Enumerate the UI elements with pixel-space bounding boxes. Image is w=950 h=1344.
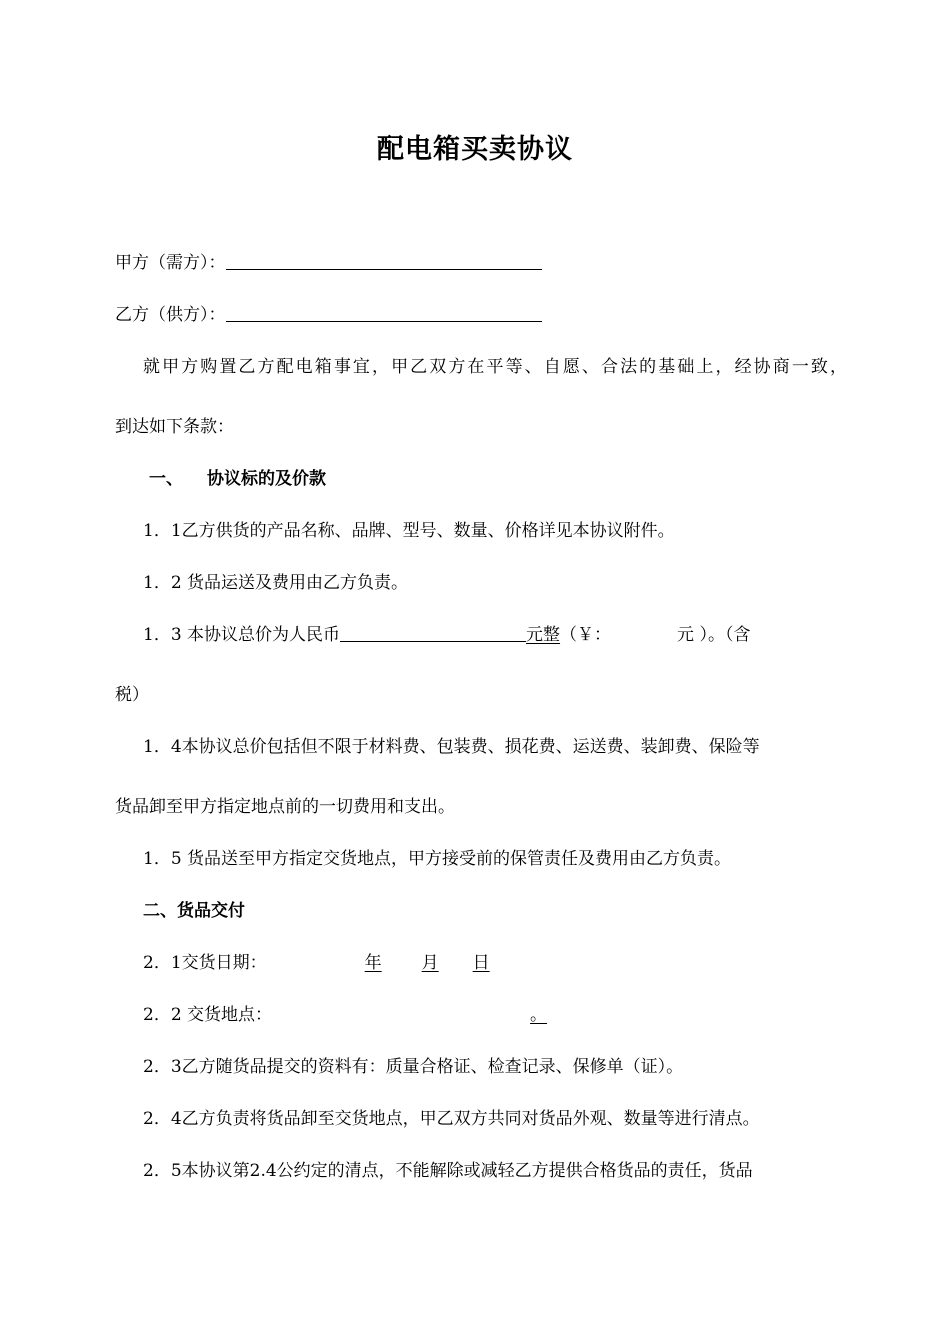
party-a-blank[interactable] bbox=[226, 251, 542, 270]
delivery-date-blank[interactable] bbox=[289, 953, 510, 973]
intro-paragraph-line1: 就甲方购置乙方配电箱事宜，甲乙双方在平等、自愿、合法的基础上，经协商一致， bbox=[143, 357, 847, 377]
clause-1-3-paren: （￥： bbox=[560, 625, 612, 645]
party-b-label: 乙方（供方）： bbox=[115, 305, 226, 325]
clause-1-3 bbox=[143, 623, 835, 647]
clause-2-3: 2．3乙方随货品提交的资料有：质量合格证、检查记录、保修单（证）。 bbox=[143, 1057, 684, 1077]
clause-1-3-unit: 元整 bbox=[526, 625, 561, 645]
clause-1-3-yuan: 元 ）。（含 bbox=[677, 625, 751, 645]
clause-1-3-prefix: 1．3 本协议总价为人民币 bbox=[143, 625, 341, 645]
clause-1-2: 1．2 货品运送及费用由乙方负责。 bbox=[143, 573, 409, 593]
delivery-place-blank[interactable] bbox=[272, 1005, 547, 1025]
intro-paragraph-line2: 到达如下条款： bbox=[115, 417, 234, 437]
delivery-place-label: 2．2 交货地点： bbox=[143, 1005, 273, 1025]
date-day-label: 日 bbox=[472, 953, 490, 973]
price-amount-blank[interactable] bbox=[340, 623, 526, 642]
party-a-line bbox=[115, 251, 542, 275]
section2-heading: 二、货品交付 bbox=[143, 901, 245, 921]
delivery-place-end: 。 bbox=[530, 1005, 548, 1025]
party-b-blank[interactable] bbox=[226, 303, 542, 322]
delivery-date-label: 2．1交货日期： bbox=[143, 953, 267, 973]
clause-2-5: 2．5本协议第2.4公约定的清点，不能解除或减轻乙方提供合格货品的责任，货品 bbox=[143, 1161, 753, 1181]
clause-1-5: 1．5 货品送至甲方指定交货地点，甲方接受前的保管责任及费用由乙方负责。 bbox=[143, 849, 732, 869]
clause-1-3-line2: 税） bbox=[115, 685, 149, 705]
document-title: 配电箱买卖协议 bbox=[377, 134, 573, 165]
clause-1-1: 1．1乙方供货的产品名称、品牌、型号、数量、价格详见本协议附件。 bbox=[143, 521, 675, 541]
clause-1-4-line1: 1．4本协议总价包括但不限于材料费、包装费、损花费、运送费、装卸费、保险等 bbox=[143, 737, 760, 757]
party-b-line bbox=[115, 303, 542, 327]
date-month-label: 月 bbox=[421, 953, 439, 973]
party-a-label: 甲方（需方）： bbox=[115, 253, 226, 273]
clause-2-1 bbox=[143, 951, 510, 975]
section1-number: 一、 bbox=[149, 469, 183, 489]
section1-title: 协议标的及价款 bbox=[207, 469, 326, 489]
clause-2-4: 2．4乙方负责将货品卸至交货地点，甲乙双方共同对货品外观、数量等进行清点。 bbox=[143, 1109, 760, 1129]
date-year-label: 年 bbox=[364, 953, 382, 973]
clause-2-2 bbox=[143, 1003, 547, 1027]
section1-heading bbox=[149, 467, 326, 491]
clause-1-4-line2: 货品卸至甲方指定地点前的一切费用和支出。 bbox=[115, 797, 455, 817]
